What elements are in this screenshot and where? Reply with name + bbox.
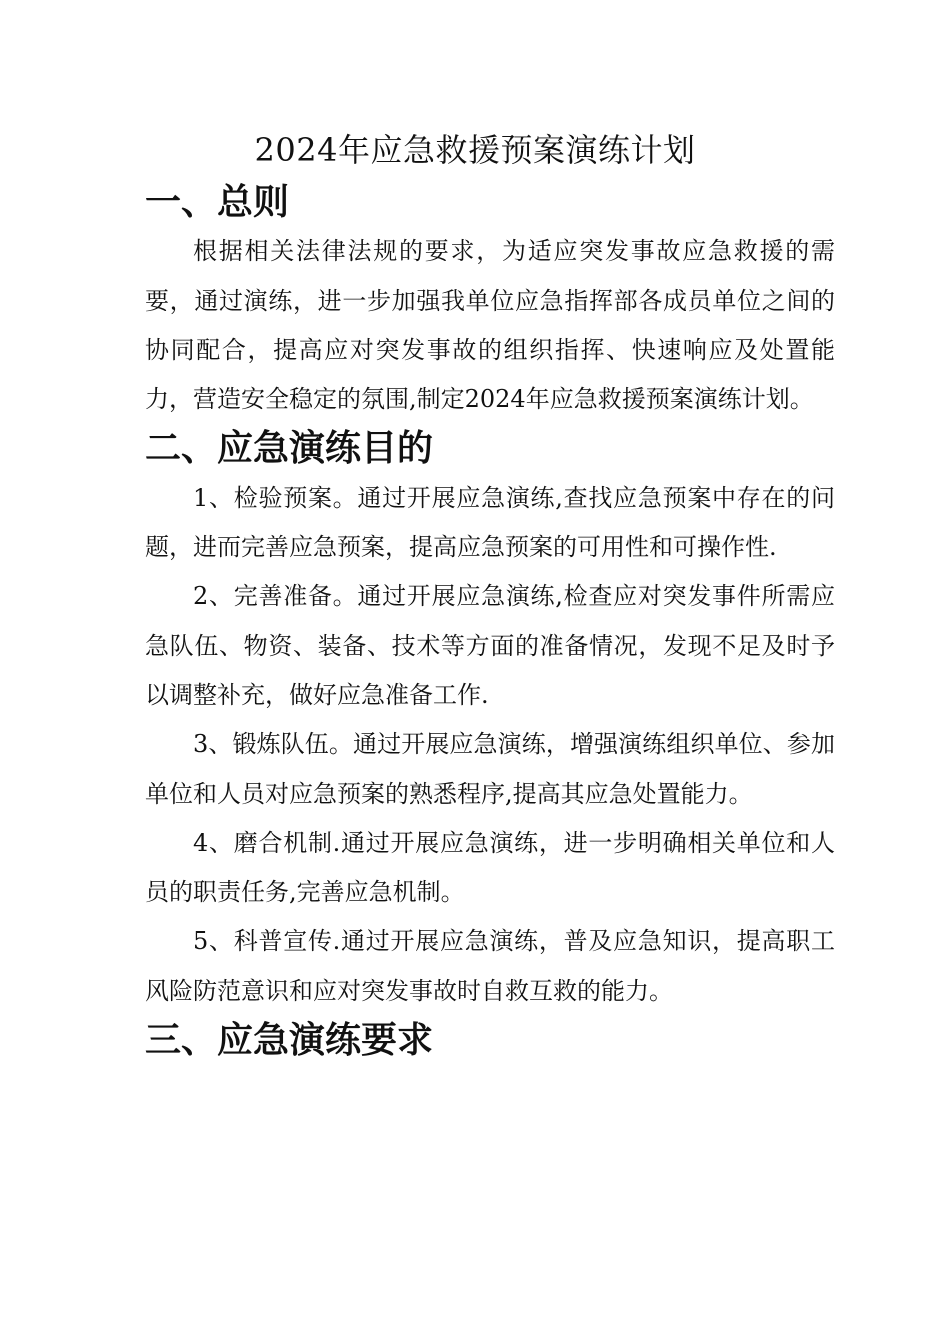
paragraph-general: 根据相关法律法规的要求，为适应突发事故应急救援的需要，通过演练，进一步加强我单位应急指挥部各成员单位之间的协同配合，提高应对突发事故的组织指挥、快速响应及处置能力，营造安全稳定的氛围,制定2024年应急救援预案演练计划。: [145, 237, 835, 414]
paragraph-purpose-1: 1、检验预案。通过开展应急演练,查找应急预案中存在的问题，进而完善应急预案，提高应急预案的可用性和可操作性.: [145, 483, 835, 562]
document-title: 2024年应急救援预案演练计划: [254, 131, 696, 169]
paragraph-purpose-3: 3、锻炼队伍。通过开展应急演练，增强演练组织单位、参加单位和人员对应急预案的熟悉程序,提高其应急处置能力。: [145, 730, 835, 808]
paragraph-purpose-2: 2、完善准备。通过开展应急演练,检查应对突发事件所需应急队伍、物资、装备、技术等方面的准备情况，发现不足及时予以调整补充，做好应急准备工作.: [145, 582, 835, 709]
section-heading-drill-requirements: 三、应急演练要求: [145, 1020, 434, 1062]
section-heading-drill-purpose: 二、应急演练目的: [145, 428, 434, 470]
paragraph-purpose-4: 4、磨合机制.通过开展应急演练，进一步明确相关单位和人员的职责任务,完善应急机制。: [145, 828, 835, 907]
document-body: [145, 178, 835, 1065]
section-heading-general: 一、总则: [145, 182, 290, 223]
paragraph-purpose-5: 5、科普宣传.通过开展应急演练，普及应急知识，提高职工风险防范意识和应对突发事故时自救互救的能力。: [145, 927, 835, 1005]
